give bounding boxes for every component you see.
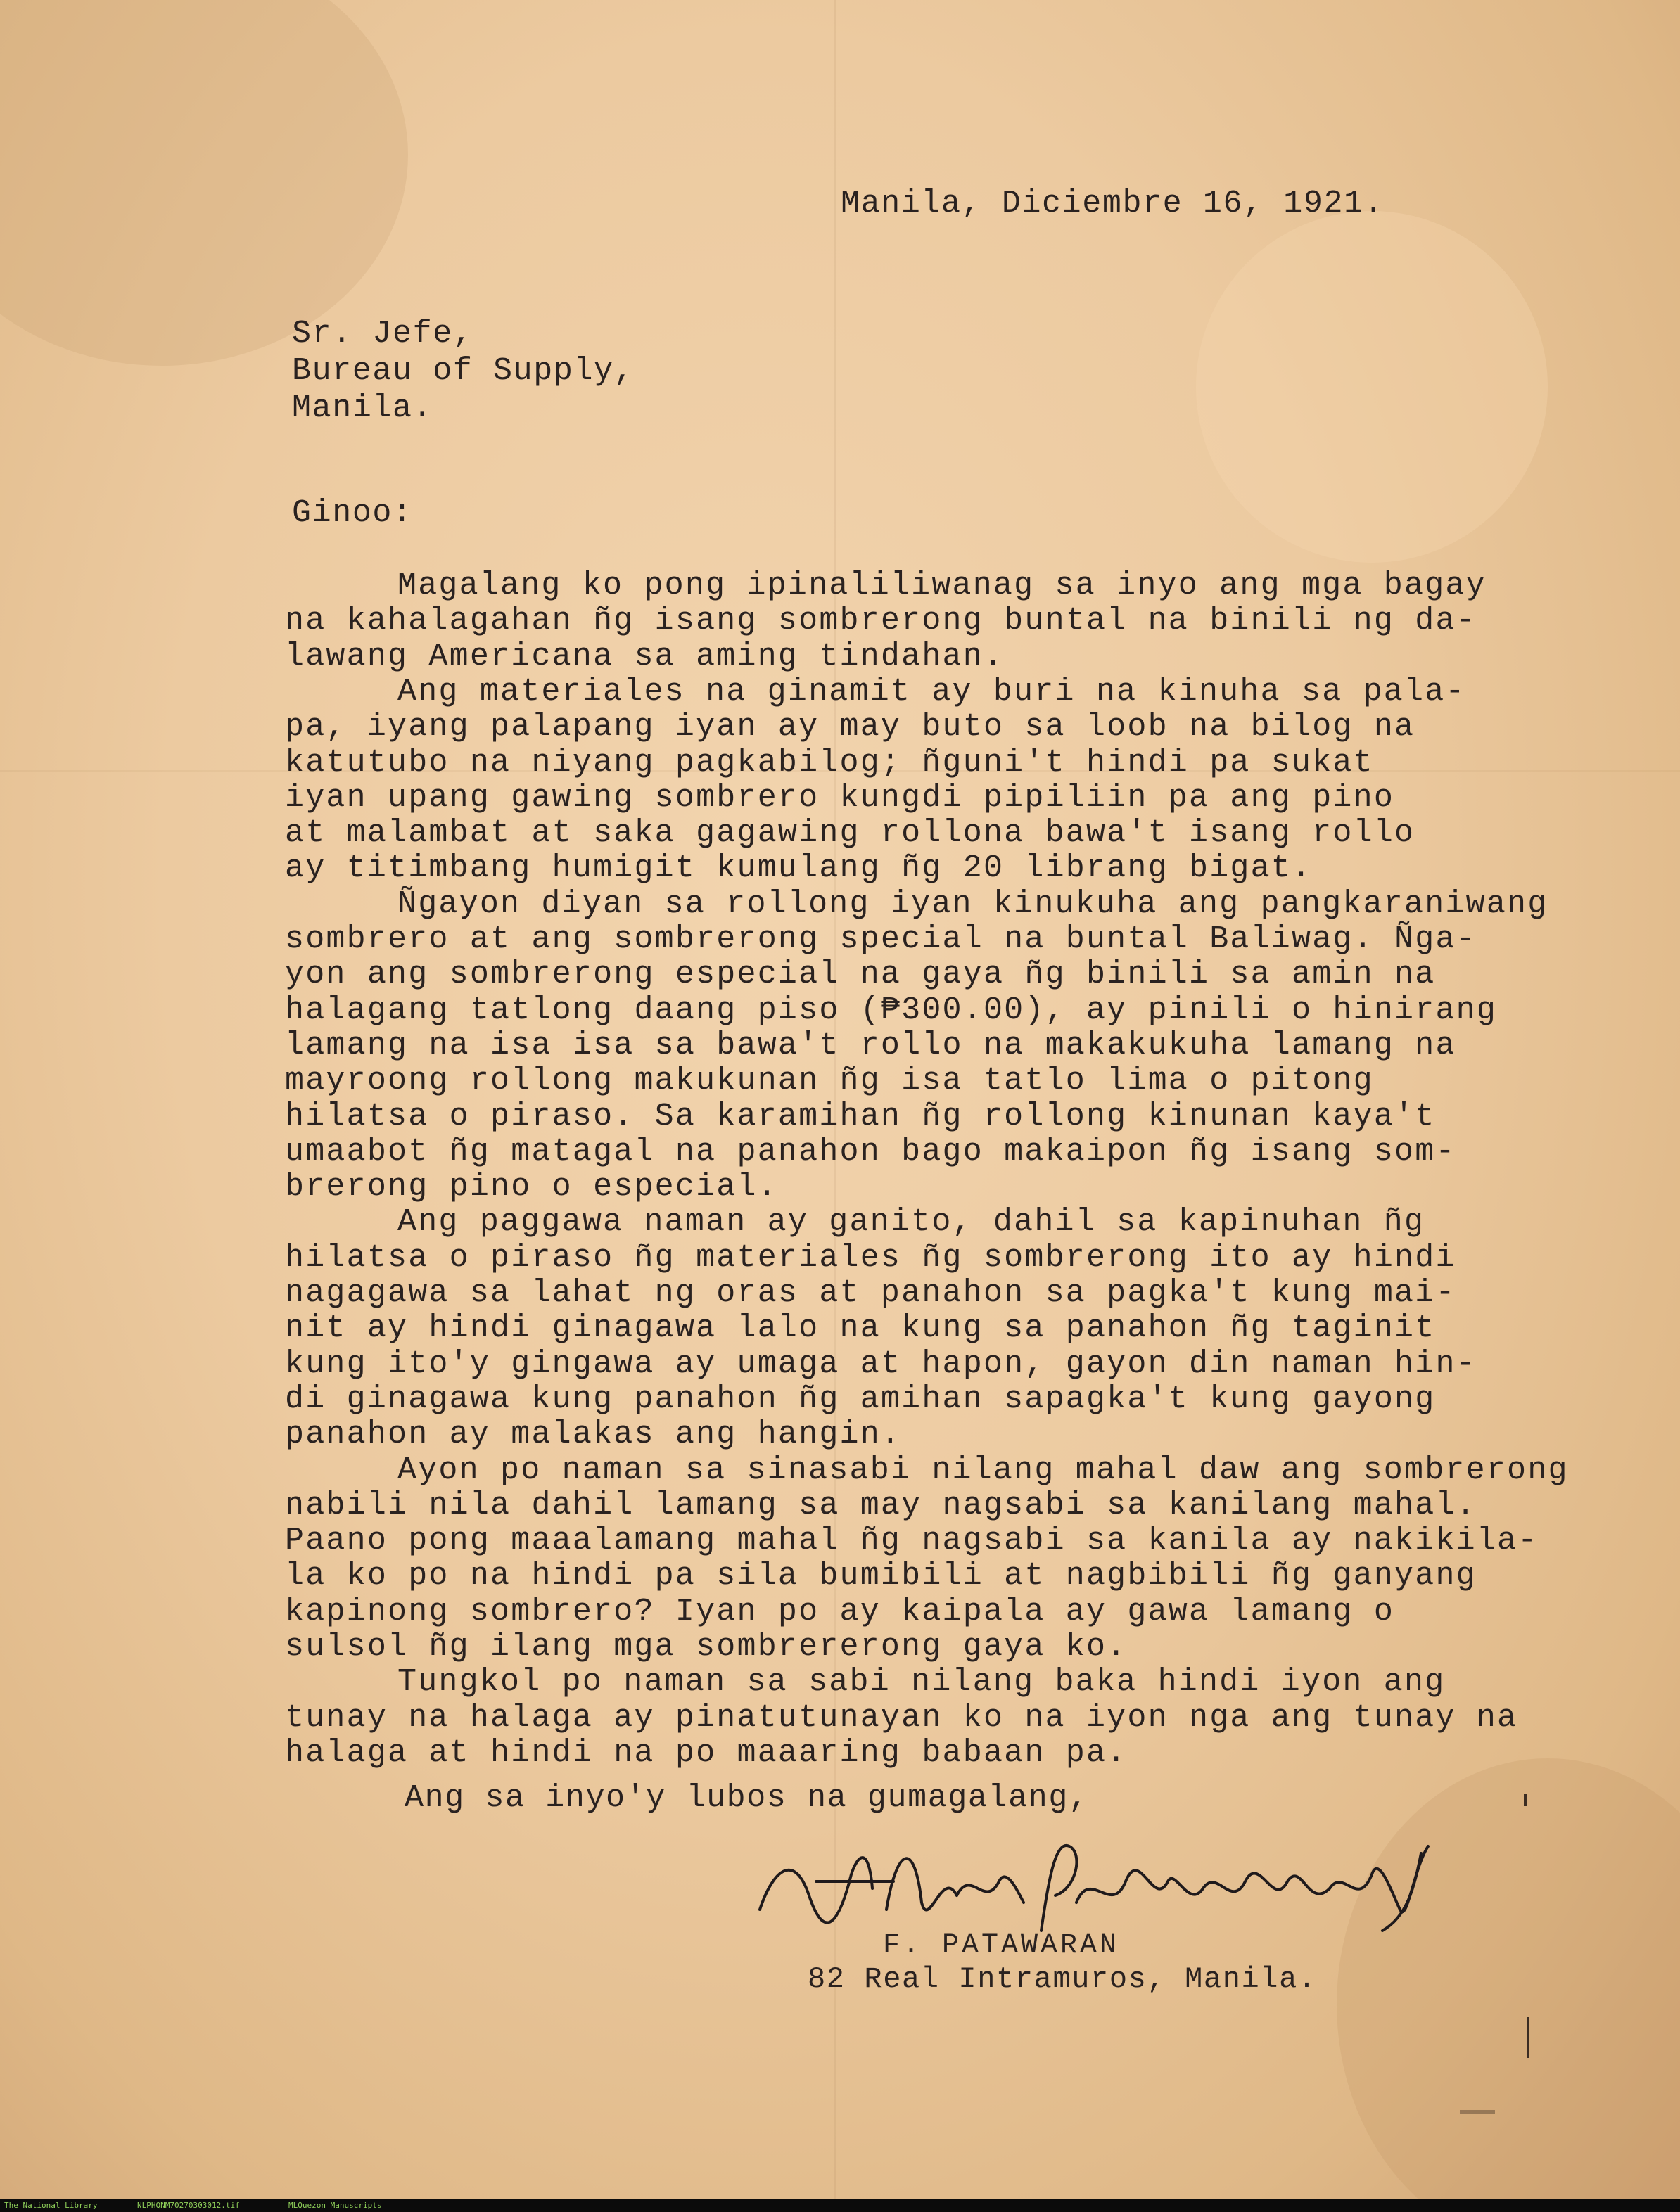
body-line: Magalang ko pong ipinaliliwanag sa inyo ang mga bagay — [397, 568, 1487, 603]
recipient-line: Manila. — [292, 390, 433, 426]
body-line: brerong pino o especial. — [285, 1169, 778, 1205]
body-line: Ang materiales na ginamit ay buri na kinuha sa pala- — [397, 674, 1466, 710]
handwritten-signature — [746, 1825, 1456, 1938]
body-line: lamang na isa isa sa bawa't rollo na makakukuha lamang na — [285, 1028, 1456, 1063]
recipient-line: Bureau of Supply, — [292, 353, 635, 389]
body-line: Paano pong maaalamang mahal ñg nagsabi sa kanila ay nakikila- — [285, 1523, 1539, 1559]
body-line: tunay na halaga ay pinatutunayan ko na iyon nga ang tunay na — [285, 1700, 1518, 1736]
ink-mark — [1524, 1794, 1527, 1806]
footer-file: NLPHQNM70270303012.tif — [137, 2201, 240, 2210]
body-line: nagagawa sa lahat ng oras at panahon sa pagka't kung mai- — [285, 1275, 1456, 1311]
body-line: iyan upang gawing sombrero kungdi pipiliin pa ang pino — [285, 780, 1395, 816]
body-line: halaga at hindi na po maaaring babaan pa. — [285, 1735, 1128, 1771]
body-line: ay titimbang humigit kumulang ñg 20 librang bigat. — [285, 850, 1313, 886]
body-line: katutubo na niyang pagkabilog; ñguni't hindi pa sukat — [285, 745, 1374, 781]
letter-date: Manila, Diciembre 16, 1921. — [841, 186, 1385, 222]
body-line: Ñgayon diyan sa rollong iyan kinukuha ang pangkaraniwang — [397, 886, 1548, 922]
body-line: di ginagawa kung panahon ñg amihan sapagka't kung gayong — [285, 1381, 1436, 1417]
body-line: mayroong rollong makukunan ñg isa tatlo lima o pitong — [285, 1063, 1374, 1099]
body-line: sombrero at ang sombrerong special na buntal Baliwag. Ñga- — [285, 921, 1477, 957]
body-line: pa, iyang palapang iyan ay may buto sa loob na bilog na — [285, 709, 1415, 745]
paper-stain — [1196, 211, 1548, 563]
body-line: Tungkol po naman sa sabi nilang baka hindi iyon ang — [397, 1664, 1446, 1700]
body-line: na kahalagahan ñg isang sombrerong buntal na binili ng da- — [285, 603, 1477, 639]
body-line: hilatsa o piraso ñg materiales ñg sombrerong ito ay hindi — [285, 1240, 1456, 1276]
body-line: Ang paggawa naman ay ganito, dahil sa kapinuhan ñg — [397, 1204, 1425, 1240]
body-line: nit ay hindi ginagawa lalo na kung sa panahon ñg taginit — [285, 1310, 1436, 1346]
footer-library: The National Library — [4, 2201, 98, 2210]
body-line: lawang Americana sa aming tindahan. — [285, 639, 1005, 675]
signature-name: F. PATAWARAN — [883, 1930, 1120, 1962]
body-line: Ayon po naman sa sinasabi nilang mahal daw ang sombrerong — [397, 1452, 1569, 1488]
body-line: hilatsa o piraso. Sa karamihan ñg rollong kinunan kaya't — [285, 1099, 1436, 1134]
body-line: umaabot ñg matagal na panahon bago makaipon ñg isang som- — [285, 1134, 1456, 1170]
body-line: la ko po na hindi pa sila bumibili at nagbibili ñg ganyang — [285, 1558, 1477, 1594]
footer-collection: MLQuezon Manuscripts — [288, 2201, 382, 2210]
signature-address: 82 Real Intramuros, Manila. — [808, 1962, 1317, 1996]
body-line: at malambat at saka gagawing rollona bawa't isang rollo — [285, 815, 1415, 851]
body-line: kapinong sombrero? Iyan po ay kaipala ay gawa lamang o — [285, 1594, 1395, 1630]
recipient-line: Sr. Jefe, — [292, 316, 473, 352]
salutation: Ginoo: — [292, 495, 413, 531]
ink-mark — [1527, 2017, 1529, 2058]
archive-footer — [0, 2199, 1680, 2212]
body-line: halagang tatlong daang piso (₱300.00), ay pinili o hinirang — [285, 992, 1498, 1028]
body-line: kung ito'y gingawa ay umaga at hapon, gayon din naman hin- — [285, 1346, 1477, 1382]
body-line: nabili nila dahil lamang sa may nagsabi sa kanilang mahal. — [285, 1488, 1477, 1523]
paper-stain — [0, 0, 408, 366]
body-line: panahon ay malakas ang hangin. — [285, 1417, 902, 1452]
body-line: yon ang sombrerong especial na gaya ñg binili sa amin na — [285, 957, 1436, 992]
body-line: sulsol ñg ilang mga sombrererong gaya ko. — [285, 1629, 1128, 1665]
closing: Ang sa inyo'y lubos na gumagalang, — [405, 1780, 1089, 1816]
ink-smudge — [1460, 2110, 1495, 2114]
